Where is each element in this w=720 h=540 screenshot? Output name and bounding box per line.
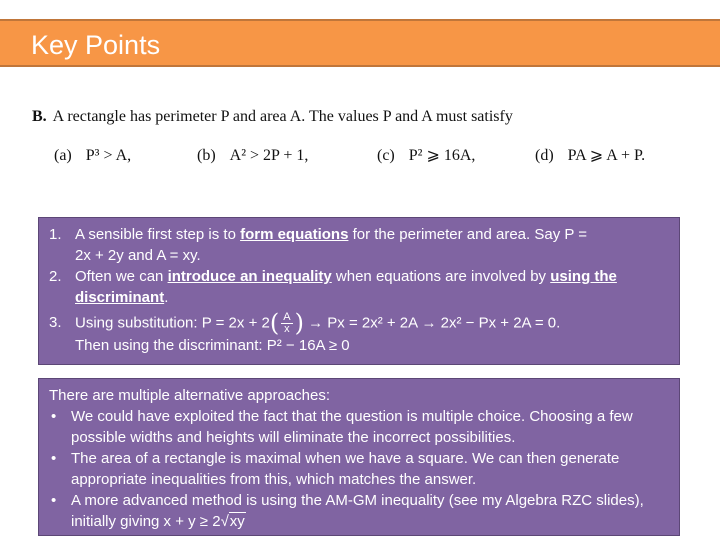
form-equations-link: form equations [240, 226, 349, 243]
point-3: 3. Using substitution: P = 2x + 2( $\frac{A}{x}$ ) → Px = 2x² + 2A → 2x² − Px + 2A = 0. Then using the discriminant: P² − 16A ≥ 0 [49, 309, 561, 354]
option-b: (b) A² > 2P + 1, [197, 147, 309, 164]
point-2: 2. Often we can introduce an inequality when equations are involved by using the discriminant. [49, 268, 617, 306]
am-gm-formula: x + y ≥ 2√xy [163, 513, 245, 530]
alternatives-intro: There are multiple alternative approaches: [49, 387, 330, 404]
alternative-item: • A more advanced method is using the AM-GM inequality (see my Algebra RZC slides), initially giving x + y ≥ 2√xy [51, 492, 644, 530]
fraction-a-over-x: $\frac{A}{x}$ [283, 311, 291, 335]
question-label: B. [32, 108, 47, 125]
page-title: Key Points [31, 30, 161, 60]
option-c: (c) P² ⩾ 16A, [377, 147, 476, 164]
question-stem [32, 106, 692, 128]
alternative-item: • We could have exploited the fact that the question is multiple choice. Choosing a few possible widths and heights will eliminate the incorrect possibilities. [51, 408, 633, 446]
question-text: A rectangle has perimeter P and area A. The values P and A must satisfy [52, 108, 513, 125]
option-d: (d) PA ⩾ A + P. [535, 147, 646, 164]
alternatives-box [38, 378, 680, 536]
option-a: (a) P³ > A, [54, 147, 132, 164]
key-points-box [38, 217, 680, 365]
title-bar [0, 19, 720, 67]
question-block [32, 106, 692, 168]
answer-options [32, 144, 692, 168]
alternative-item: • The area of a rectangle is maximal when we have a square. We can then generate appropriate inequalities from this, which matches the answer. [51, 450, 620, 488]
point-1: 1. A sensible first step is to form equations for the perimeter and area. Say P = 2x + 2y and A = xy. [49, 226, 588, 264]
